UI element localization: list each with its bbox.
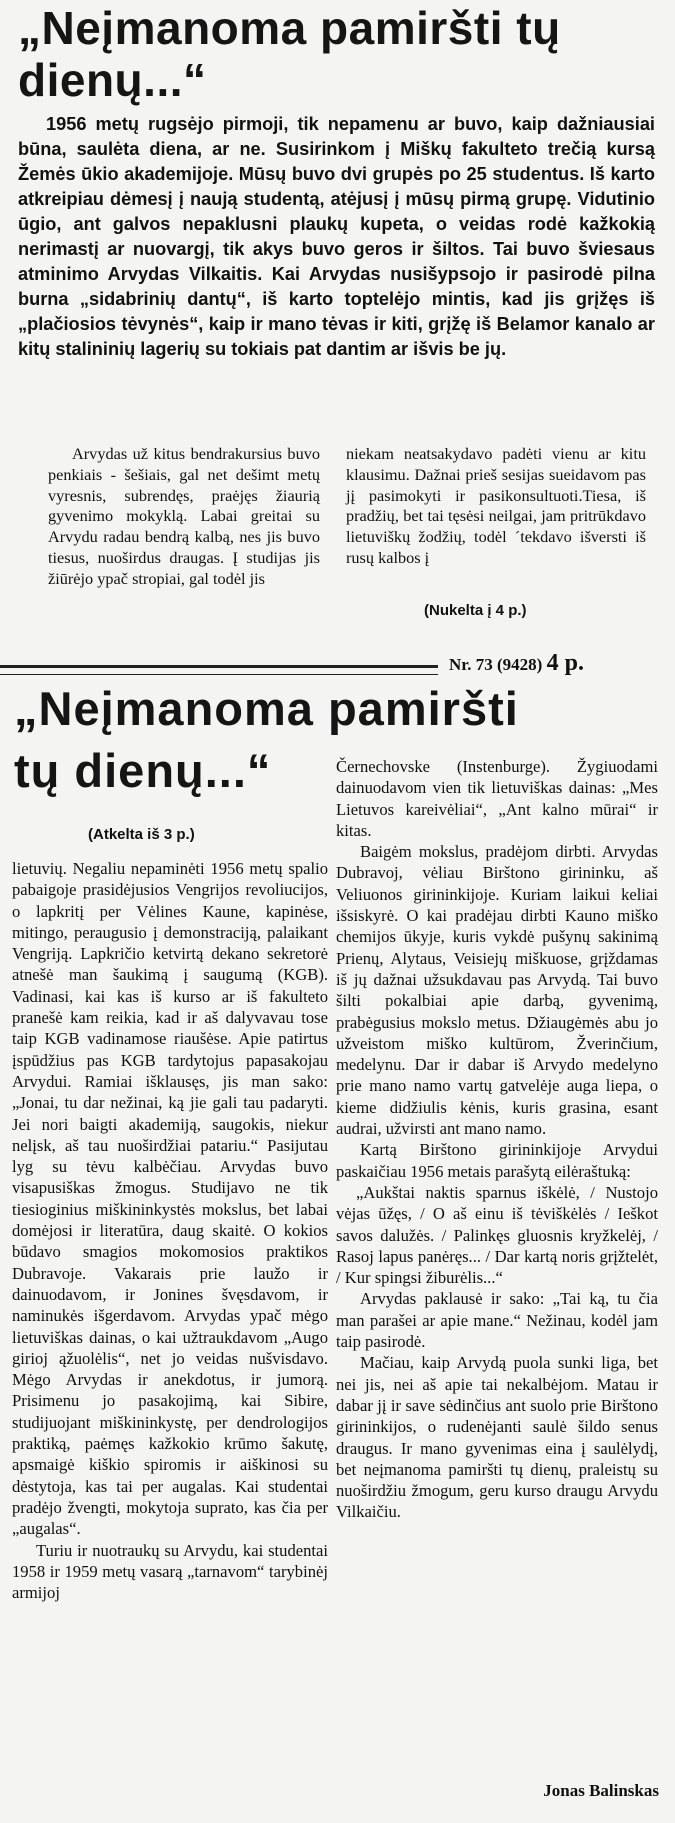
body-paragraph: Mačiau, kaip Arvydą puola sunki liga, bet nei jis, nei aš apie tai nekalbėjom. Matau ir dabar jį ir save sėdinčius ant suolo prie Birštono girininkijos, o rudenėjanti saulė šildo senus draugus. Ir mano gyvenimas eina į saulėlydį, bet neįmanoma pamiršti tų dienų, praleistų su nuoširdžiu žmogum, geru kurso draugu Arvydu Vilkaičiu. [336,1353,658,1522]
poem-quote: „Aukštai naktis sparnus iškėlė, / Nustojo vėjas ūžęs, / O aš einu iš tėviškėlės / Ieškot savos dalužės. / Palinkęs gluosnis kryžkelėj, / Rasoj lapus panėręs... / Dar kartą noris grįžtelėt, / Kur spingsi žiburėlis...“ [336,1182,658,1288]
headline-line-1: „Neįmanoma pamiršti [14,682,519,735]
body-paragraph: Arvydas paklausė ir sako: „Tai ką, tu čia man parašei ar apie mane.“ Nežinau, kodėl jam taip pasirodė. [336,1289,658,1352]
body-paragraph: Černechovske (Instenburge). Žygiuodami dainuodavom vien tik lietuviškas dainas: „Mes Lietuvos kareivėliai“, „Ant kalno mūrai“ ir kitas. [336,757,658,840]
article-headline-repeat [14,677,634,797]
body-paragraph: Baigėm mokslus, pradėjom dirbti. Arvydas Dubravoj, vėliau Birštono girininku, aš Veliuonos girininkijoje. Kuriam laikui keliai išsiskyrė. O kai pradėjau dirbti Kauno miško chemijos ūkyje, kuris vykdė pušynų sakinimą Prienų, Alytaus, Veisiejų miškuose, grįždamas iš jų dažnai užsukdavau pas Arvydą. Tai buvo šilti pokalbiai apie darbą, gyvenimą, prabėgusius mokslo metus. Džiaugėmės abu jo užveistom miško kultūrom, Žverinčium, medelynu. Dar ir dabar iš Arvydo medelyno prie mano namo vartų gatvelėje auga liepa, o kieme didžiulis kėnis, kuris grasina, esant audrai, užvirsti ant mano namo. [336,842,658,1139]
author-byline: Jonas Balinskas [543,1781,659,1800]
body-column-4 [336,756,658,1523]
headline-line-2: tų dienų...“ [14,744,272,797]
body-paragraph: Turiu ir nuotraukų su Arvydu, kai studentai 1958 ir 1959 metų vasarą „tarnavom“ tarybinėj armijoj [12,1540,328,1603]
lead-paragraph: 1956 metų rugsėjo pirmoji, tik nepamenu ar buvo, kaip dažniausiai būna, saulėta diena, ar ne. Susirinkom į Miškų fakulteto trečią kursą Žemės ūkio akademijoje. Mūsų buvo dvi grupės po 25 studentus. Iš karto atkreipiau dėmesį į naują studentą, atėjusį į mūsų pirmą grupę. Vidutinio ūgio, ant galvos nepaklusni plaukų kupeta, o veidas rodė kažkokią nerimastį ar nuovargį, tik akys buvo geros ir šiltos. Tai buvo šviesaus atminimo Arvydas Vilkaitis. Kai Arvydas nusišypsojo ir pasirodė pilna burna „sidabrinių dantų“, iš karto toptelėjo mintis, kad jis grįžęs iš „plačiosios tėvynės“, kaip ir mano tėvas ir kiti, grįžę iš Belamor kanalo ar kitų stalininių lagerių su tokiais pat dantim ar išvis be jų. [18,114,655,359]
issue-number: Nr. 73 (9428) [449,655,543,674]
clipping-page-3 [0,0,675,652]
body-paragraph: niekam neatsakydavo padėti vienu ar kitu klausimu. Dažnai prieš sesijas sueidavom pas jį pasimokyti ir pasikonsultuoti.Tiesa, iš pradžių, bet tai tęsėsi neilgai, jam pritrūkdavo lietuviškų žodžių, todėl ´tekdavo išversti iš rusų kalbos į [346,444,646,567]
body-column-2 [346,444,646,569]
continued-note: (Nukelta į 4 p.) [424,602,527,619]
continued-from-note: (Atkelta iš 3 p.) [88,826,195,843]
body-paragraph: Arvydas už kitus bendrakursius buvo penkiais - šešiais, gal net dešimt metų vyresnis, subrendęs, praėjęs žiaurią gyvenimo mokyklą. Labai greitai su Arvydu radau bendrą kalbą, nes jis buvo tiesus, nuoširdus draugas. Į studijas jis žiūrėjo ypač stropiai, gal todėl jis [48,444,320,588]
issue-info [449,650,584,677]
body-paragraph: Kartą Birštono girininkijoje Arvydui paskaičiau 1956 metais parašytą eilėraštuką: [336,1140,658,1181]
article-headline: „Neįmanoma pamiršti tų dienų...“ [18,2,561,106]
body-paragraph: lietuvių. Negaliu nepaminėti 1956 metų spalio pabaigoje prasidėjusios Vengrijos revoliucijos, o lapkritį per Vėlines Kaune, kapinėse, mitingo, peraugusio į demonstraciją, palaikant Vengriją. Lapkričio ketvirtą dekano sekretorė atnešė man šaukimą į saugumą (KGB). Vadinasi, kai kas iš kurso ar iš fakulteto pranešė kam reikia, kad ir aš dalyvavau tose taip KGB vadinamose riaušėse. Apie patirtus įspūdžius pas KGB tardytojus papasakojau Arvydui. Ramiai išklausęs, jis man sako: „Jonai, tu dar nežinai, ką jie gali tau padaryti. Jei nori baigti akademiją, saugokis, niekur nelįsk, aš tau nuoširdžiai patariu.“ Pasijutau lyg su tėvu kalbėčiau. Arvydas buvo visapusiškas žmogus. Studijavo ne tik tiesioginius miškininkystės mokslus, bet labai domėjosi ir literatūra, daug skaitė. O kokios būdavo smagios mokomosios praktikos Dubravoje. Vakarais prie laužo ir dainuodavom, ir Jonines švęsdavom, ir naminukės išgerdavom. Arvydas ypač mėgo lietuviškas dainas, o kai užtraukdavom „Augo girioj ąžuolėlis“, net jo veidas nušvisdavo. Mėgo Arvydas ir anekdotus, ir jumorą. Prisimenu jo pasakojimą, kai Sibire, studijuojant miškininkystę, per dendrologijos praktiką, paėmęs kažkokio krūmo šakutę, apsmaigė kiškio spiromis ir aiškinosi su dėstytoja, kas tai per augalas. Kai studentai pradėjo žvengti, mokytoja suprato, kas čia per „augalas“. [12,859,328,1539]
body-column-1 [48,444,320,590]
body-column-3 [12,858,328,1603]
section-rule [0,665,438,675]
page-number: 4 p. [546,650,584,676]
